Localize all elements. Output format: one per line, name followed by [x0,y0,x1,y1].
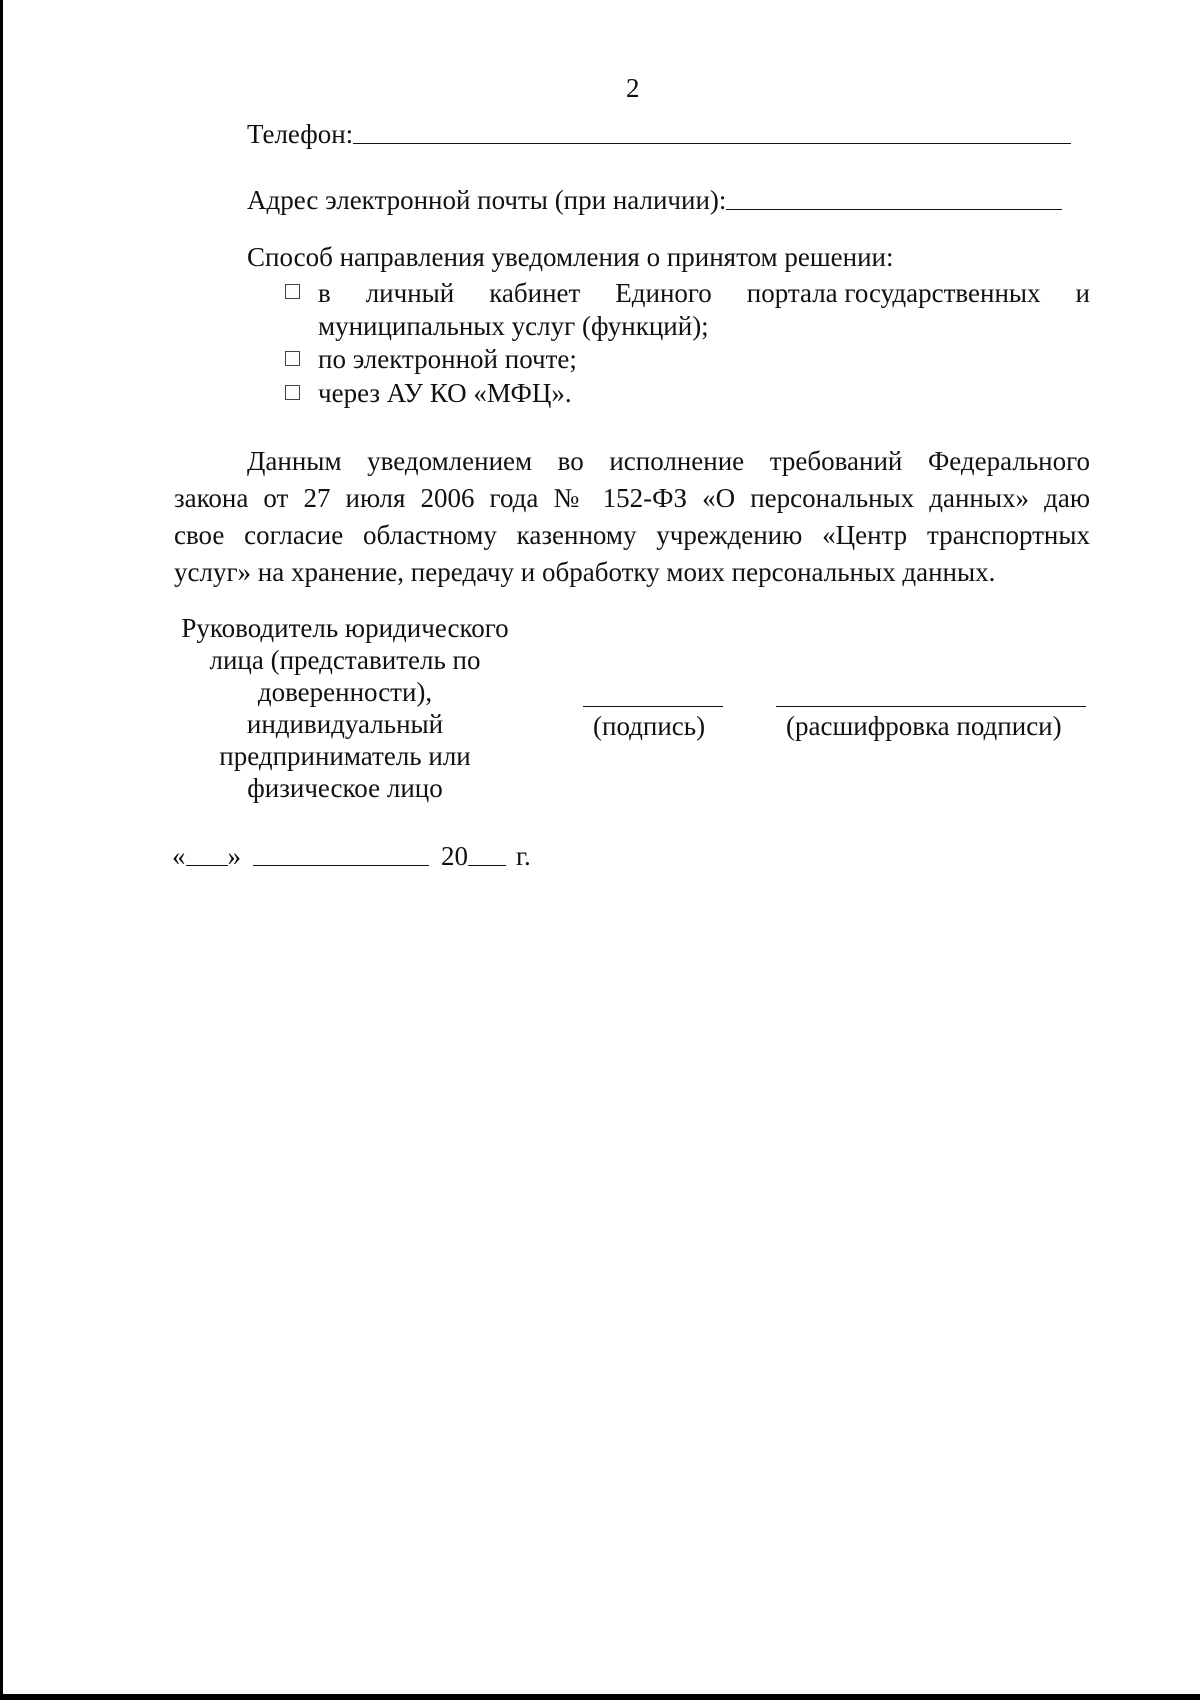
option-1-word: портала государственных [746,278,1041,308]
option-email-label: по электронной почте; [318,344,577,374]
signer-title-line: доверенности), [257,677,433,707]
consent-line-2: закона от 27 июля 2006 года № 152-ФЗ «О персональных данных» даю [174,483,1090,513]
checkbox-email[interactable] [285,351,300,366]
signature-decoding-caption: (расшифровка подписи) [786,711,1062,741]
date-year-line[interactable] [468,864,506,866]
signature-line[interactable] [583,705,723,707]
option-1-word: Единого [615,278,712,308]
checkbox-mfc[interactable] [285,385,300,400]
signature-decoding-line[interactable] [776,705,1086,707]
checkbox-personal-account[interactable] [285,284,300,299]
date-open-quote: « [172,841,186,871]
option-personal-account-line [318,277,1090,309]
option-1-word: личный [365,278,455,308]
page-left-edge [0,0,3,1700]
date-year-suffix: г. [516,841,531,871]
option-personal-account-continuation: муниципальных услуг (функций); [318,311,709,341]
page-number: 2 [626,73,640,103]
email-input-line[interactable] [726,208,1062,210]
signer-title-line: лица (представитель по [209,645,481,675]
signer-title-line: предприниматель или [219,741,471,771]
date-year-prefix: 20 [441,841,468,871]
consent-line-1: Данным уведомлением во исполнение требований Федерального [247,446,1090,476]
consent-line-4: услуг» на хранение, передачу и обработку моих персональных данных. [174,557,996,587]
phone-label: Телефон: [247,119,354,149]
phone-field [247,118,1071,150]
signer-title-line: индивидуальный [246,709,444,739]
signer-title-line: физическое лицо [247,773,443,803]
date-month-line[interactable] [253,864,429,866]
signer-title [160,612,530,804]
date-field [172,840,531,872]
email-label: Адрес электронной почты (при наличии): [247,185,727,215]
option-mfc-label: через АУ КО «МФЦ». [318,378,572,408]
notification-heading: Способ направления уведомления о принятом решении: [247,242,894,272]
email-field [247,184,1062,216]
phone-input-line[interactable] [353,142,1071,144]
option-1-word: в [318,278,331,308]
date-day-line[interactable] [186,864,228,866]
signature-caption: (подпись) [593,711,706,741]
option-1-word: кабинет [489,278,581,308]
consent-line-3: свое согласие областному казенному учреждению «Центр транспортных [174,520,1090,550]
option-1-word: и [1075,278,1090,308]
date-close-quote: » [227,841,241,871]
signer-title-line: Руководитель юридического [181,613,509,643]
page-bottom-edge [0,1694,1200,1700]
